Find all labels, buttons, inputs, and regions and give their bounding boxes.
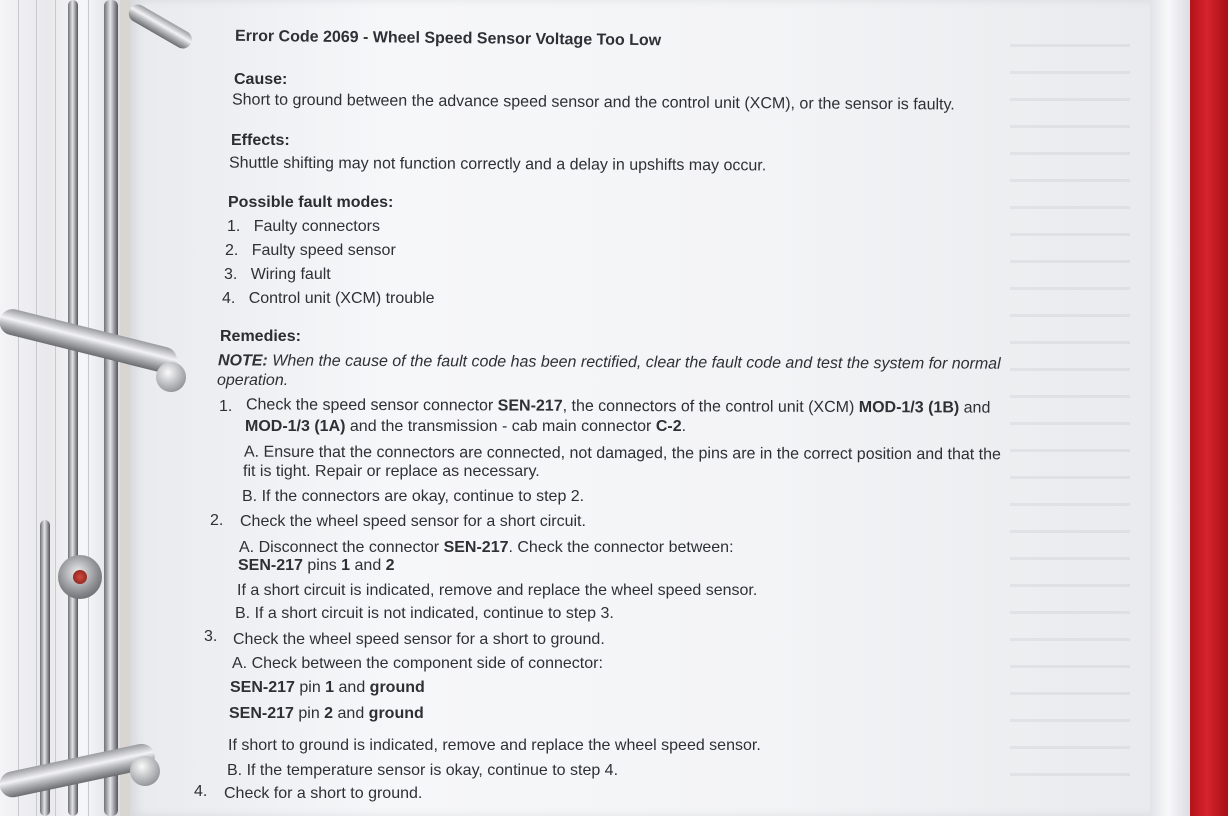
remedies-heading: Remedies: bbox=[220, 328, 301, 345]
cause-heading: Cause: bbox=[234, 71, 288, 88]
step-3-pin-1: SEN-217 pin 1 and ground bbox=[230, 679, 425, 696]
fault-modes-heading: Possible fault modes: bbox=[228, 194, 394, 211]
step-1-text: Check the speed sensor connector SEN-217, the connectors of the control unit (XCM) MOD-1/3 (1B) and bbox=[245, 396, 991, 417]
step-4-text: Check for a short to ground. bbox=[224, 785, 423, 802]
note-continued: operation. bbox=[217, 372, 289, 389]
step-1-a: A. Ensure that the connectors are connected, not damaged, the pins are in the correct position and that the bbox=[243, 443, 1001, 464]
step-number: 2. bbox=[210, 512, 224, 529]
step-2-a-pins: SEN-217 pins 1 and 2 bbox=[238, 557, 395, 574]
effects-text: Shuttle shifting may not function correctly and a delay in upshifts may occur. bbox=[228, 154, 767, 175]
page-title: Error Code 2069 - Wheel Speed Sensor Voltage Too Low bbox=[234, 27, 662, 50]
step-3-b: B. If the temperature sensor is okay, continue to step 4. bbox=[227, 762, 619, 779]
step-2-a: A. Disconnect the connector SEN-217. Check the connector between: bbox=[239, 539, 734, 556]
step-2-text: Check the wheel speed sensor for a short circuit. bbox=[240, 513, 586, 530]
step-3-a-result: If short to ground is indicated, remove and replace the wheel speed sensor. bbox=[228, 737, 761, 754]
step-1-a-continued: fit is tight. Repair or replace as necessary. bbox=[243, 463, 540, 480]
step-2-b: B. If a short circuit is not indicated, continue to step 3. bbox=[235, 605, 614, 622]
step-2-a-result: If a short circuit is indicated, remove and replace the wheel speed sensor. bbox=[237, 582, 758, 599]
step-number: 1. bbox=[219, 398, 233, 415]
cause-text: Short to ground between the advance speed sensor and the control unit (XCM), or the sensor is faulty. bbox=[231, 91, 955, 114]
step-number: 3. bbox=[204, 628, 218, 645]
effects-heading: Effects: bbox=[231, 132, 290, 149]
list-item: 2. Faulty speed sensor bbox=[225, 242, 396, 259]
step-3-text: Check the wheel speed sensor for a short to ground. bbox=[233, 631, 605, 648]
step-number: 4. bbox=[194, 783, 208, 800]
step-1-text-continued: MOD-1/3 (1A) and the transmission - cab main connector C-2. bbox=[245, 418, 687, 435]
list-item: 4. Control unit (XCM) trouble bbox=[222, 290, 435, 307]
step-3-pin-2: SEN-217 pin 2 and ground bbox=[229, 705, 424, 722]
list-item: 1. Faulty connectors bbox=[227, 218, 380, 235]
step-1-b: B. If the connectors are okay, continue to step 2. bbox=[242, 488, 585, 505]
step-3-a: A. Check between the component side of connector: bbox=[232, 655, 603, 672]
note: NOTE: When the cause of the fault code has been rectified, clear the fault code and test the system for normal bbox=[217, 352, 1001, 373]
list-item: 3. Wiring fault bbox=[224, 266, 331, 283]
